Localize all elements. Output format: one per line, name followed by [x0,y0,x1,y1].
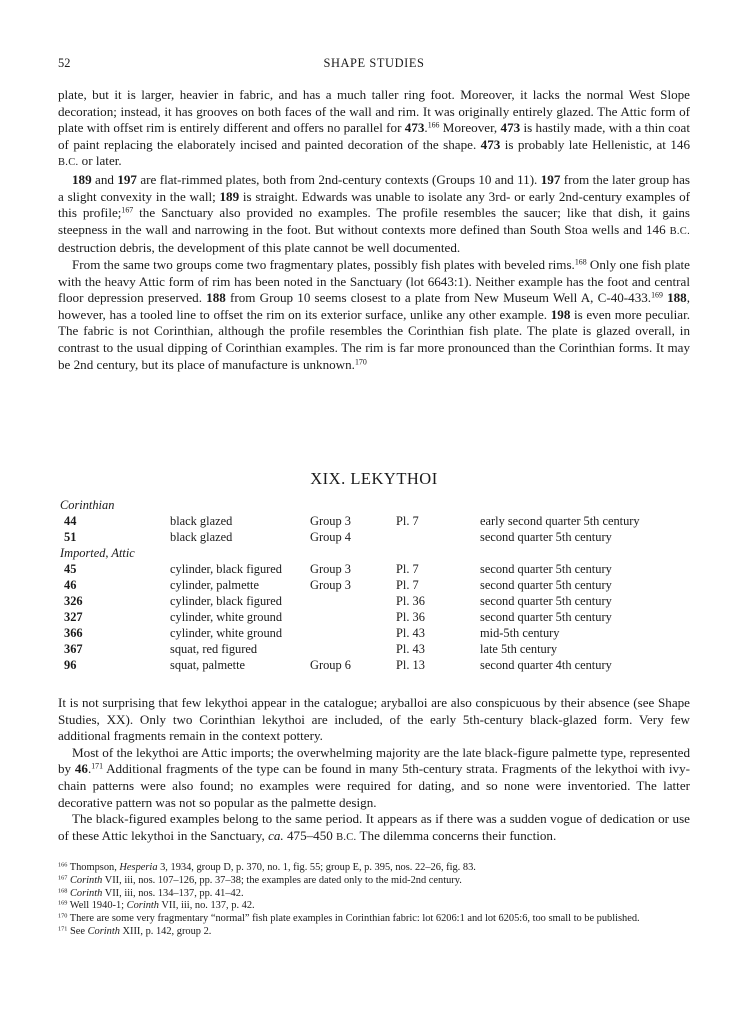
cell-date: late 5th century [480,642,558,656]
footnote-number: 170 [58,912,68,920]
cell-group: Group 3 [310,578,351,592]
footnote: $^{166}$ Thompson, Hesperia 3, 1934, group D, p. 370, no. 1, fig. 55; group E, p. 395, nos. 22–26, fig. 83. [58,861,476,873]
cell-date: second quarter 5th century [480,594,612,608]
cell-plate: Pl. 36 [396,610,425,624]
catalogue-number: 189 [72,171,92,187]
footnote: $^{168}$ Corinth VII, iii, nos. 134–137, pp. 41–42. [58,887,244,899]
cell-date: second quarter 5th century [480,530,612,544]
cell-description: cylinder, palmette [170,578,259,592]
paragraph-5: Most of the lekythoi are Attic imports; the overwhelming majority are the late black-figure palmette type, represented by 46.$^{171}$ Additional fragments of the type can be found in many 5th-century strata. Fragments of the lekythoi with ivy-chain patterns were also found; no examples were required for dating, and so none were inventoried. The latter decorative pattern was not so popular as the palmette design. [58,744,690,810]
footnote-ref: 171 [91,762,104,772]
paragraph-4: It is not surprising that few lekythoi appear in the catalogue; aryballoi are also conspicuous by their absence (see Shape Studies, XX). Only two Corinthian lekythoi are included, of the early 5th-century black-glazed form. Very few additional fragments remain in the context pottery. [58,695,690,744]
footnote: $^{167}$ Corinth VII, iii, nos. 107–126, pp. 37–38; the examples are dated only to the mid-2nd century. [58,874,462,886]
catalogue-number: 473 [500,120,521,136]
paragraph-2: 189 and 197 are flat-rimmed plates, both from 2nd-century contexts (Groups 10 and 11). 197 from the later group has a slight convexity in the wall; 189 is straight. Edwards was unable to isolate any 3rd- or early 2nd-century examples of this profile;$^{167}$ the Sanctuary also provided no examples. The profile resembles the saucer; like that dish, it gains steepness in the wall and narrowing in the foot. But without contexts more defined than South Stoa wells and 146 B.C. destruction debris, the development of this plate cannot be well documented. [58,171,690,256]
lekythoi-table [60,497,670,673]
cell-description: squat, palmette [170,658,246,672]
footnote-ref: 170 [354,357,367,367]
table-group-row [60,497,670,513]
body-text-bottom [58,695,690,846]
cell-plate: Pl. 7 [396,562,419,576]
footnote-number: 168 [58,887,68,895]
section-heading: XIX. LEKYTHOI [310,469,438,488]
cell-date: mid-5th century [480,626,560,640]
footnote-number: 169 [58,899,68,907]
cell-description: cylinder, black figured [170,562,283,576]
footnote-number: 167 [58,874,68,882]
cell-number: 96 [64,658,77,672]
cell-group [310,593,396,609]
cell-number: 45 [64,562,77,576]
table-row [60,593,670,609]
cell-date: second quarter 5th century [480,610,612,624]
page-number: 52 [58,56,71,70]
catalogue-number: 46 [74,761,88,777]
footnote-number: 171 [58,925,68,933]
running-title: SHAPE STUDIES [323,56,425,70]
body-text-top [58,87,690,373]
footnote: $^{170}$ There are some very fragmentary “normal” fish plate examples in Corinthian fabric: lot 6206:1 and lot 6205:6, too small to be published. [58,912,640,925]
cell-description: black glazed [170,514,233,528]
table-row [60,529,670,545]
footnote-ref: 169 [651,290,663,300]
cell-description: cylinder, black figured [170,594,283,608]
cell-group [310,625,396,641]
cell-description: cylinder, white ground [170,626,283,640]
cell-date: second quarter 5th century [480,562,612,576]
catalogue-number: 198 [550,306,571,322]
running-head [58,56,690,74]
cell-group [310,609,396,625]
cell-number: 367 [64,642,83,656]
table-group-row [60,545,670,561]
cell-plate: Pl. 7 [396,578,419,592]
group-label: Imported, Attic [60,546,135,560]
catalogue-number: 189 [219,188,240,204]
table-row [60,577,670,593]
paragraph-6: The black-figured examples belong to the same period. It appears as if there was a sudden vogue of dedication or use of these Attic lekythoi in the Sanctuary, ca. 475–450 B.C. The dilemma concerns their function. [58,811,690,843]
paragraph-1: plate, but it is larger, heavier in fabric, and has a much taller ring foot. Moreover, it lacks the normal West Slope decoration; instead, it has grooves on both faces of the wall and rim. It was originally entirely glazed. The Attic form of plate with offset rim is entirely different and offers no parallel for 473.$^{166}$ Moreover, 473 is hastily made, with a thin coat of paint replacing the elaborately incised and painted decoration of the shape. 473 is probably late Hellenistic, at 146 B.C. or later. [58,87,690,169]
catalogue-number: 197 [117,171,137,187]
cell-plate: Pl. 7 [396,514,419,528]
page [58,0,690,1024]
footnote-ref: 167 [121,205,134,215]
footnote-ref: 166 [427,120,440,130]
cell-plate: Pl. 13 [396,658,425,672]
footnote-number: 166 [58,861,68,869]
cell-number: 326 [64,594,83,608]
catalogue-number: 197 [540,171,561,187]
cell-group: Group 3 [310,514,351,528]
paragraph-3: From the same two groups come two fragmentary plates, possibly fish plates with beveled rims.$^{168}$ Only one fish plate with the heavy Attic form of rim has been noted in the Sanctuary (lot 6643:1). Neither example has the foot and central floor depression preserved. 188 from Group 10 seems closest to a plate from New Museum Well A, C-40-433.$^{169}$ 188, however, has a tooled line to offset the rim on its exterior surface, unlike any other example. 198 is even more peculiar. The fabric is not Corinthian, although the profile resembles the Corinthian fish plate. The plate is glazed overall, in contrast to the usual dipping of Corinthian examples. The rim is far more pronounced than the Corinthian forms. It may be 2nd century, but its place of manufacture is unknown.$^{170}$ [58,256,690,372]
cell-plate [396,529,480,545]
cell-plate: Pl. 43 [396,642,425,656]
cell-plate: Pl. 43 [396,626,425,640]
table-row [60,657,670,673]
cell-description: squat, red figured [170,642,258,656]
footnotes [58,862,690,939]
table-row [60,625,670,641]
table-row [60,641,670,657]
footnote-ref: 168 [574,257,587,267]
cell-number: 46 [64,578,77,592]
cell-date: second quarter 5th century [480,578,612,592]
catalogue-number: 188 [206,290,226,306]
catalogue-number: 473 [404,120,425,136]
cell-plate: Pl. 36 [396,594,425,608]
cell-date: early second quarter 5th century [480,514,640,528]
table-row [60,609,670,625]
cell-number: 44 [64,514,77,528]
cell-number: 366 [64,626,83,640]
group-label: Corinthian [60,498,115,512]
catalogue-number: 473 [480,136,501,152]
table-row [60,561,670,577]
cell-date: second quarter 4th century [480,658,612,672]
cell-description: cylinder, white ground [170,610,283,624]
catalogue-number: 188 [667,290,687,306]
cell-number: 51 [64,530,77,544]
cell-description: black glazed [170,530,233,544]
cell-group: Group 4 [310,530,351,544]
cell-group: Group 6 [310,658,351,672]
cell-number: 327 [64,610,83,624]
cell-group: Group 3 [310,562,351,576]
table-row [60,513,670,529]
cell-group [310,641,396,657]
footnote: $^{171}$ See Corinth XIII, p. 142, group 2. [58,925,212,937]
footnote: $^{169}$ Well 1940-1; Corinth VII, iii, no. 137, p. 42. [58,899,255,912]
